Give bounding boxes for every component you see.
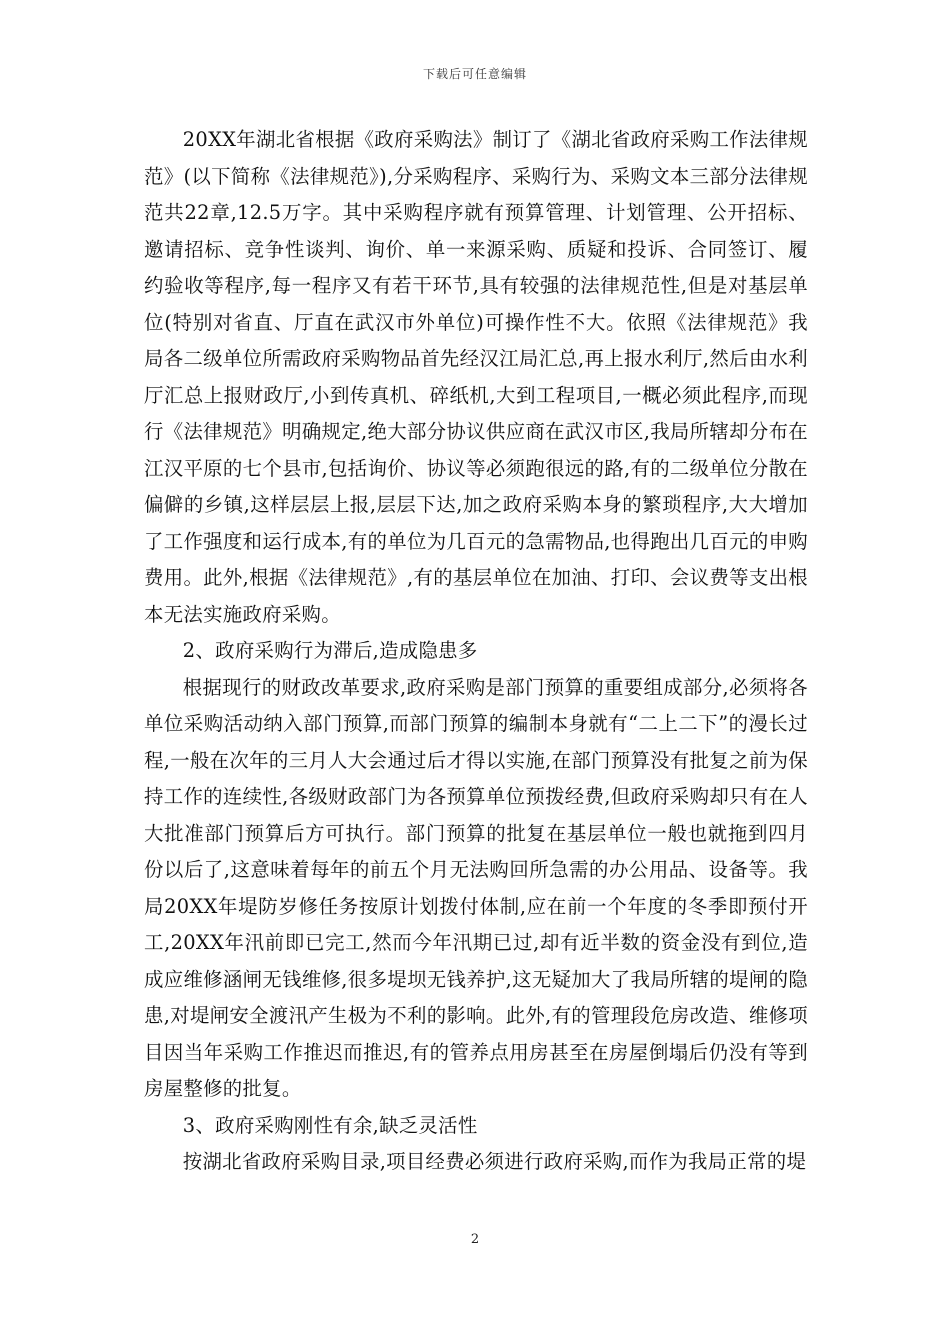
page-number: 2 [470,1232,480,1247]
paragraph-procurement-delay: 根据现行的财政改革要求,政府采购是部门预算的重要组成部分,必须将各单位采购活动纳入部门预算,而部门预算的编制本身就有“二上二下”的漫长过程,一般在次年的三月人大会通过后才得以实施,在部门预算没有批复之前为保持工作的连续性,各级财政部门为各预算单位预拨经费,但政府采购却只有在人大批准部门预算后方可执行。部门预算的批复在基层单位一般也就拖到四月份以后了,这意味着每年的前五个月无法购回所急需的办公用品、设备等。我局20XX年堤防岁修任务按原计划拨付体制,应在前一个年度的冬季即预付开工,20XX年汛前即已完工,然而今年汛期已过,却有近半数的资金没有到位,造成应维修涵闸无钱维修,很多堤坝无钱养护,这无疑加大了我局所辖的堤闸的隐患,对堤闸安全渡汛产生极为不利的影响。此外,有的管理段危房改造、维修项目因当年采购工作推迟而推迟,有的管养点用房甚至在房屋倒塌后仍没有等到房屋整修的批复。 [144,675,808,1100]
section-heading-3: 3、政府采购刚性有余,缺乏灵活性 [182,1113,478,1137]
paragraph-procurement-catalog: 按湖北省政府采购目录,项目经费必须进行政府采购,而作为我局正常的堤 [182,1150,807,1173]
document-body [144,122,808,1181]
page-header-note: 下载后可任意编辑 [422,67,527,81]
paragraph-procurement-regulations: 20XX年湖北省根据《政府采购法》制订了《湖北省政府采购工作法律规范》(以下简称《法律规范》),分采购程序、采购行为、采购文本三部分法律规范共22章,12.5万字。其中采购程序就有预算管理、计划管理、公开招标、邀请招标、竞争性谈判、询价、单一来源采购、质疑和投诉、合同签订、履约验收等程序,每一程序又有若干环节,具有较强的法律规范性,但是对基层单位(特别对省直、厅直在武汉市外单位)可操作性不大。依照《法律规范》我局各二级单位所需政府采购物品首先经汉江局汇总,再上报水利厅,然后由水利厅汇总上报财政厅,小到传真机、碎纸机,大到工程项目,一概必须此程序,而现行《法律规范》明确规定,绝大部分协议供应商在武汉市区,我局所辖却分布在江汉平原的七个县市,包括询价、协议等必须跑很远的路,有的二级单位分散在偏僻的乡镇,这样层层上报,层层下达,加之政府采购本身的繁琐程序,大大增加了工作强度和运行成本,有的单位为几百元的急需物品,也得跑出几百元的申购费用。此外,根据《法律规范》,有的基层单位在加油、打印、会议费等支出根本无法实施政府采购。 [144,128,808,626]
section-heading-2: 2、政府采购行为滞后,造成隐患多 [182,639,478,662]
